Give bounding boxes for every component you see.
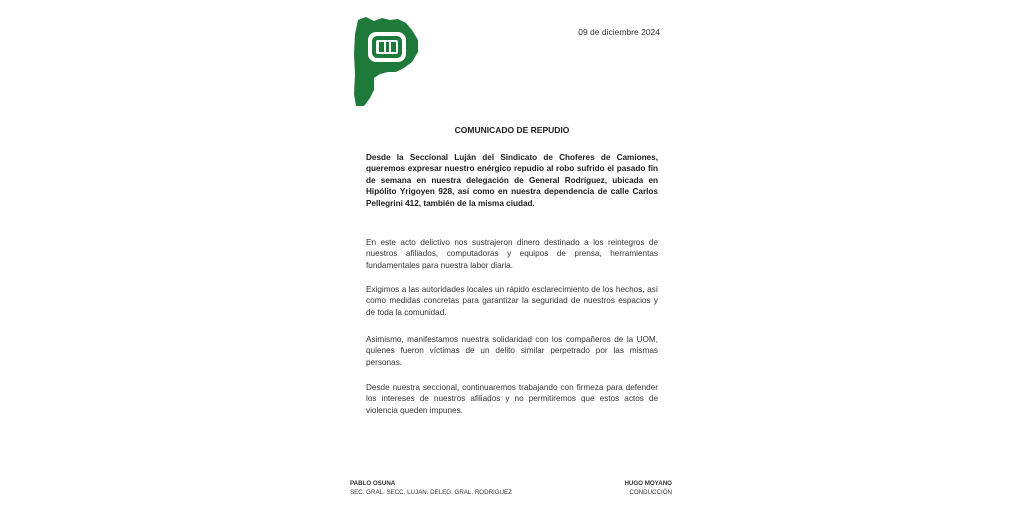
paragraph-2: En este acto delictivo nos sustrajeron dinero destinado a los reintegros de nuestros afiliados, computadoras y equipos de prensa, herramientas fundamentales para nuestra labor diaria. (366, 238, 658, 270)
signature-left-name: PABLO OSUNA (350, 480, 396, 487)
paragraph-5: Desde nuestra seccional, continuaremos trabajando con firmeza para defender los intereses de nuestros afiliados y no permitiremos que estos actos de violencia queden impunes. (366, 383, 658, 415)
paragraph-1: Desde la Seccional Luján del Sindicato de Choferes de Camiones, queremos expresar nuestro enérgico repudio al robo sufrido el pasado fin de semana en nuestra delegación de General Rodríguez, ubicada en Hipólito Yrigoyen 928, así como en nuestra dependencia de calle Carlos Pellegrini 412, también de la misma ciudad. (366, 153, 658, 208)
signature-left (350, 480, 512, 497)
signature-right-name: HUGO MOYANO (624, 480, 672, 487)
document-date: 09 de diciembre 2024 (578, 27, 660, 37)
signature-right (580, 480, 672, 497)
paragraph-3: Exigimos a las autoridades locales un rápido esclarecimiento de los hechos, así como medidas concretas para garantizar la seguridad de nuestros espacios y de toda la comunidad. (366, 285, 658, 317)
signature-right-role: CONDUCCIÓN (629, 488, 672, 496)
paragraph-4: Asimismo, manifestamos nuestra solidaridad con los compañeros de la UOM, quienes fueron víctimas de un delito similar perpetrado por las mismas personas. (366, 335, 658, 367)
union-logo-icon (352, 14, 422, 108)
document-title: COMUNICADO DE REPUDIO (454, 125, 570, 135)
signature-left-role: SEC. GRAL. SECC. LUJAN. DELEG. GRAL. RODRIGUEZ (350, 488, 512, 496)
